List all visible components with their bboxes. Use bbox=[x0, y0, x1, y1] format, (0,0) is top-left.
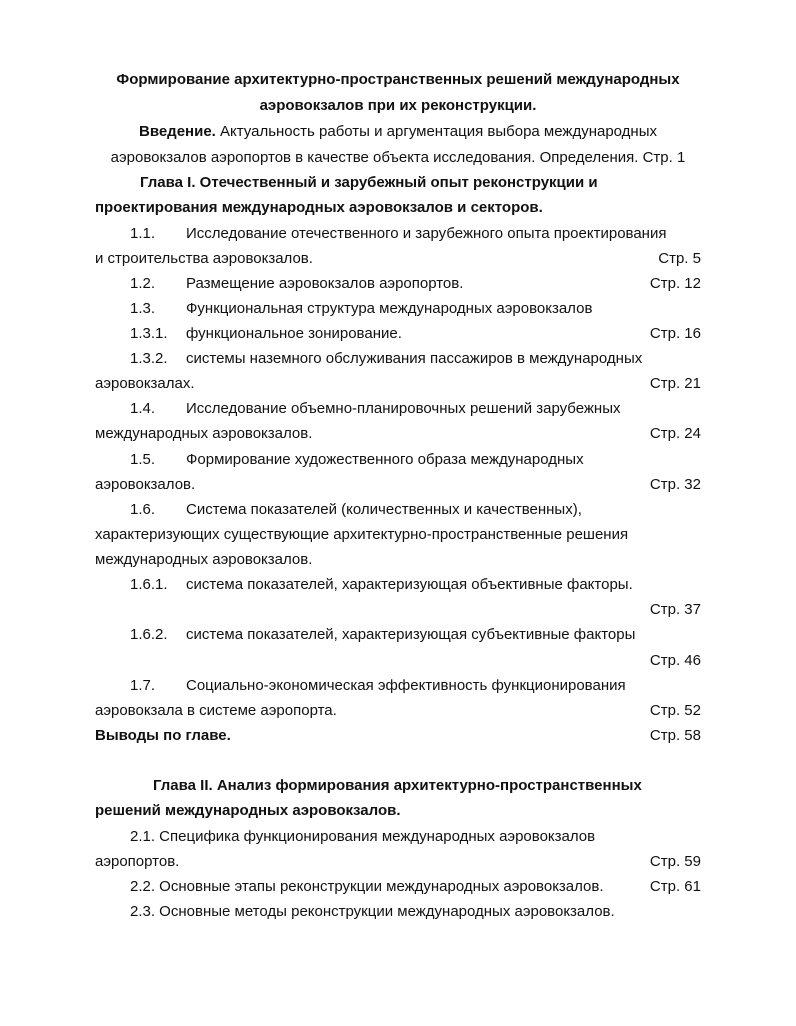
item-1-5-number: 1.5. bbox=[130, 451, 156, 468]
item-1-7-number: 1.7. bbox=[130, 677, 156, 694]
item-1-3-number: 1.3. bbox=[130, 300, 156, 317]
item-2-1-text-2: аэропортов. bbox=[95, 853, 180, 870]
item-1-3-text: Функциональная структура международных аэровокзалов bbox=[186, 300, 593, 317]
item-1-3-2-text-2: аэровокзалах. bbox=[95, 375, 195, 392]
item-1-6-text: Система показателей (количественных и качественных), bbox=[186, 501, 582, 518]
item-1-6-number: 1.6. bbox=[130, 501, 156, 518]
doc-title-line1: Формирование архитектурно-пространственных решений международных bbox=[116, 71, 680, 88]
item-1-6-text-3: международных аэровокзалов. bbox=[95, 551, 313, 568]
item-1-3-2-number: 1.3.2. bbox=[130, 350, 168, 367]
item-1-4-text-2: международных аэровокзалов. bbox=[95, 425, 313, 442]
item-1-2-page: Стр. 12 bbox=[649, 275, 701, 292]
item-1-2-number: 1.2. bbox=[130, 275, 156, 292]
item-1-3-2-page: Стр. 21 bbox=[649, 375, 701, 392]
item-1-1-text: Исследование отечественного и зарубежного опыта проектирования bbox=[186, 225, 667, 242]
doc-title-line2: аэровокзалов при их реконструкции. bbox=[259, 97, 537, 114]
item-1-6-2-page: Стр. 46 bbox=[649, 652, 701, 669]
item-2-2-text: 2.2. Основные этапы реконструкции международных аэровокзалов. bbox=[130, 878, 604, 895]
item-1-4-page: Стр. 24 bbox=[649, 425, 701, 442]
item-1-6-1-number: 1.6.1. bbox=[130, 576, 168, 593]
item-1-3-2-text: системы наземного обслуживания пассажиров в международных bbox=[186, 350, 643, 367]
chapter1-conclusions: Выводы по главе. bbox=[95, 727, 231, 744]
chapter1-heading-line2: проектирования международных аэровокзалов и секторов. bbox=[95, 199, 543, 216]
intro-line1 bbox=[0, 119, 796, 144]
intro-label: Введение. bbox=[138, 123, 216, 140]
item-1-6-2-number: 1.6.2. bbox=[130, 626, 168, 643]
item-1-6-2-text: система показателей, характеризующая субъективные факторы bbox=[186, 626, 636, 643]
chapter2-heading-line2: решений международных аэровокзалов. bbox=[95, 802, 401, 819]
item-1-2-text: Размещение аэровокзалов аэропортов. bbox=[186, 275, 464, 292]
item-1-6-1-text: система показателей, характеризующая объективные факторы. bbox=[186, 576, 633, 593]
item-1-1-page: Стр. 5 bbox=[658, 250, 701, 267]
item-1-6-1-page: Стр. 37 bbox=[649, 601, 701, 618]
intro-line2: аэровокзалов аэропортов в качестве объекта исследования. Определения. Стр. 1 bbox=[110, 149, 686, 166]
item-1-7-page: Стр. 52 bbox=[649, 702, 701, 719]
chapter1-heading-line1: Глава I. Отечественный и зарубежный опыт реконструкции и bbox=[140, 174, 598, 191]
item-1-6-text-2: характеризующих существующие архитектурно-пространственные решения bbox=[95, 526, 629, 543]
item-1-4-number: 1.4. bbox=[130, 400, 156, 417]
item-1-3-1-number: 1.3.1. bbox=[130, 325, 168, 342]
item-1-7-text: Социально-экономическая эффективность функционирования bbox=[186, 677, 626, 694]
chapter1-conclusions-page: Стр. 58 bbox=[649, 727, 701, 744]
item-1-3-1-page: Стр. 16 bbox=[649, 325, 701, 342]
item-1-1-number: 1.1. bbox=[130, 225, 156, 242]
item-2-2-page: Стр. 61 bbox=[649, 878, 701, 895]
item-2-1-page: Стр. 59 bbox=[649, 853, 701, 870]
item-1-1-text-2: и строительства аэровокзалов. bbox=[95, 250, 313, 267]
chapter2-heading-line1: Глава II. Анализ формирования архитектурно-пространственных bbox=[153, 777, 642, 794]
item-1-3-1-text: функциональное зонирование. bbox=[186, 325, 402, 342]
item-1-7-text-2: аэровокзала в системе аэропорта. bbox=[95, 702, 337, 719]
item-2-1-text: 2.1. Специфика функционирования международных аэровокзалов bbox=[130, 828, 596, 845]
item-1-5-text-2: аэровокзалов. bbox=[95, 476, 196, 493]
item-1-4-text: Исследование объемно-планировочных решений зарубежных bbox=[186, 400, 621, 417]
item-1-5-page: Стр. 32 bbox=[649, 476, 701, 493]
item-1-5-text: Формирование художественного образа международных bbox=[186, 451, 584, 468]
intro-text-1: Актуальность работы и аргументация выбора международных bbox=[215, 123, 657, 140]
item-2-3-text: 2.3. Основные методы реконструкции международных аэровокзалов. bbox=[130, 903, 615, 920]
